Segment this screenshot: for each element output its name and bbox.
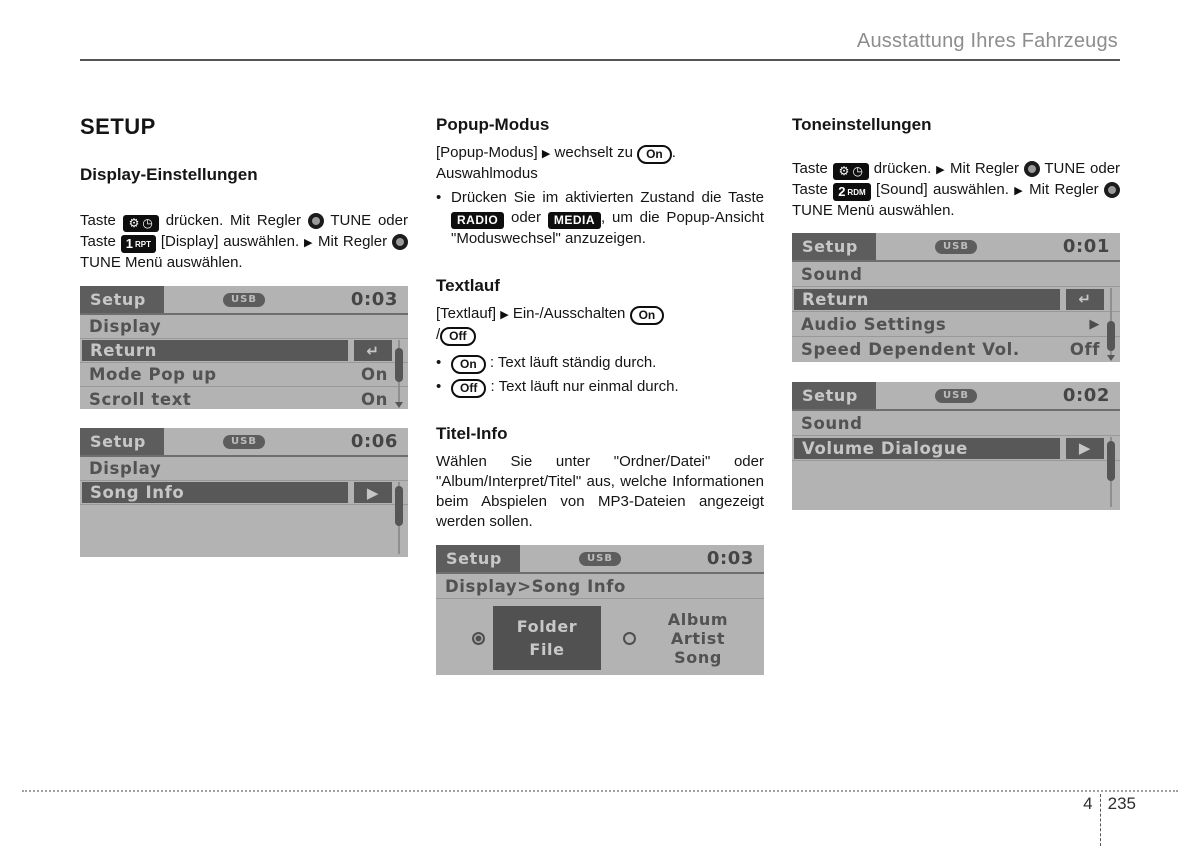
selected-row-bar bbox=[82, 340, 348, 361]
usb-badge: USB bbox=[579, 552, 621, 566]
return-icon: ↵ bbox=[1066, 289, 1104, 310]
text-segment: Taste bbox=[792, 160, 828, 177]
lcd-screen-song-info bbox=[436, 545, 764, 675]
text-segment: Auswahlmodus bbox=[436, 165, 538, 182]
right-arrow-icon: ▶ bbox=[354, 482, 392, 503]
lcd-clock: 0:01 bbox=[1062, 236, 1110, 257]
text-segment: : Text läuft ständig durch. bbox=[489, 354, 657, 371]
lcd-screen-sound-1 bbox=[792, 233, 1120, 362]
lcd-screen-sound-2 bbox=[792, 382, 1120, 510]
sound-settings-paragraph bbox=[792, 159, 1120, 221]
key-sub-label: RPT bbox=[134, 240, 151, 249]
bullet-text bbox=[451, 188, 764, 249]
lcd-clock: 0:06 bbox=[350, 431, 398, 452]
text-segment: : Text läuft nur einmal durch. bbox=[490, 378, 679, 395]
text-segment: , um die Popup-Ansicht "Moduswechsel" anzuzeigen. bbox=[451, 209, 764, 247]
lcd-screen-display-settings-2 bbox=[80, 428, 408, 557]
lcd-row-scroll-text bbox=[80, 387, 408, 411]
text-segment: Mit Regler bbox=[1029, 181, 1099, 198]
lcd-tab-setup: Setup bbox=[80, 286, 164, 313]
row-label: Sound bbox=[801, 264, 863, 284]
row-label: Display bbox=[89, 459, 162, 478]
album-artist-song-option bbox=[650, 610, 746, 667]
bullet-text bbox=[451, 353, 764, 374]
step-arrow-icon: ▶ bbox=[936, 164, 946, 176]
content-columns bbox=[80, 108, 1120, 675]
lcd-row-volume-dialogue bbox=[792, 436, 1120, 461]
titel-info-paragraph: Wählen Sie unter "Ordner/Datei" oder "Album/Interpret/Titel" aus, welche Informationen beim Abspielen von MP3-Dateien angezeigt werden sollen. bbox=[436, 453, 764, 530]
usb-badge: USB bbox=[223, 435, 265, 449]
lcd-tab-setup: Setup bbox=[436, 545, 520, 572]
step-arrow-icon: ▶ bbox=[1014, 185, 1024, 197]
row-value: Off bbox=[1069, 340, 1100, 359]
bullet-icon: • bbox=[436, 189, 442, 206]
row-value: On bbox=[361, 365, 388, 384]
chapter-number: 4 bbox=[1083, 794, 1093, 813]
row-label: Display bbox=[89, 317, 162, 336]
usb-badge: USB bbox=[935, 240, 977, 254]
text-segment: TUNE Menü auswählen. bbox=[792, 202, 955, 219]
breadcrumb-label: Display>Song Info bbox=[445, 576, 626, 596]
step-arrow-icon: ▶ bbox=[500, 309, 509, 321]
row-label: Scroll text bbox=[89, 389, 192, 409]
lcd-row-display bbox=[80, 457, 408, 481]
selected-row-bar bbox=[794, 289, 1060, 310]
column-left bbox=[80, 108, 408, 675]
lcd-row-display bbox=[80, 315, 408, 339]
right-arrow-icon: ▶ bbox=[1066, 438, 1104, 459]
key-number: 1 bbox=[125, 236, 133, 251]
page-number bbox=[1083, 794, 1136, 846]
header-rule bbox=[80, 59, 1120, 61]
lcd-row-return bbox=[80, 339, 408, 363]
option-line: File bbox=[529, 640, 565, 659]
row-label: Return bbox=[802, 289, 870, 309]
lcd-header bbox=[80, 428, 408, 457]
bullet-icon: • bbox=[436, 378, 442, 395]
lcd-clock: 0:02 bbox=[1062, 385, 1110, 406]
scroll-down-arrow-icon bbox=[395, 402, 403, 408]
text-segment: Taste bbox=[80, 212, 116, 229]
lcd-row-sound bbox=[792, 262, 1120, 287]
text-segment: [Display] auswählen. bbox=[160, 233, 300, 250]
bullet-icon: • bbox=[436, 354, 442, 371]
lcd-row-audio-settings bbox=[792, 312, 1120, 337]
step-arrow-icon: ▶ bbox=[541, 148, 551, 160]
lcd-header bbox=[436, 545, 764, 574]
text-segment: Mit Regler bbox=[318, 233, 388, 250]
text-segment: TUNE Menü auswählen. bbox=[80, 254, 243, 271]
popup-mode-paragraph bbox=[436, 143, 764, 184]
text-segment: Ein-/Ausschalten bbox=[512, 305, 626, 322]
lcd-clock: 0:03 bbox=[706, 548, 754, 569]
on-pill: On bbox=[637, 145, 672, 164]
page-number-divider bbox=[1100, 794, 1101, 846]
column-middle bbox=[436, 108, 764, 675]
gear-icon: ⚙ bbox=[838, 164, 850, 178]
popup-mode-bullet bbox=[436, 188, 764, 249]
textlauf-paragraph bbox=[436, 304, 764, 346]
tune-knob-icon bbox=[1024, 161, 1040, 177]
setup-title: SETUP bbox=[80, 114, 156, 139]
option-line: Album bbox=[667, 609, 729, 629]
on-pill: On bbox=[630, 306, 665, 325]
text-segment: Mit Regler bbox=[950, 160, 1020, 177]
lcd-tab-setup: Setup bbox=[80, 428, 164, 455]
tune-knob-icon bbox=[1104, 182, 1120, 198]
song-info-options bbox=[436, 599, 764, 677]
row-label: Audio Settings bbox=[801, 314, 947, 334]
radio-selected-icon bbox=[472, 632, 485, 645]
lcd-header bbox=[80, 286, 408, 315]
text-segment: wechselt zu bbox=[554, 144, 633, 161]
scroll-down-arrow-icon bbox=[1107, 355, 1115, 361]
lcd-row-speed-dependent-vol bbox=[792, 337, 1120, 362]
page-number-value: 235 bbox=[1107, 794, 1136, 813]
text-segment: [Textlauf] bbox=[436, 305, 497, 322]
text-segment: drücken. Mit Regler bbox=[165, 212, 302, 229]
gear-icon: ⚙ bbox=[128, 216, 140, 230]
lcd-clock: 0:03 bbox=[350, 289, 398, 310]
clock-icon: ◷ bbox=[852, 164, 863, 178]
off-pill: Off bbox=[440, 327, 475, 346]
key-2rdm-icon bbox=[833, 183, 870, 201]
usb-badge: USB bbox=[935, 389, 977, 403]
option-line: Folder bbox=[516, 617, 578, 636]
lcd-row-song-info bbox=[80, 481, 408, 505]
radio-key-icon: RADIO bbox=[451, 212, 504, 229]
return-icon: ↵ bbox=[354, 340, 392, 361]
row-label: Sound bbox=[801, 413, 863, 433]
usb-badge: USB bbox=[223, 293, 265, 307]
titel-info-heading: Titel-Info bbox=[436, 424, 508, 443]
bullet-text bbox=[451, 377, 764, 398]
text-segment: / bbox=[436, 326, 441, 343]
lcd-header bbox=[792, 233, 1120, 262]
row-label: Song Info bbox=[90, 483, 185, 502]
row-label: Speed Dependent Vol. bbox=[801, 340, 1020, 359]
lcd-header bbox=[792, 382, 1120, 411]
display-settings-paragraph bbox=[80, 211, 408, 273]
page-header: Ausstattung Ihres Fahrzeugs bbox=[856, 30, 1118, 52]
text-segment: Drücken Sie im aktivierten Zustand die Taste bbox=[451, 189, 764, 206]
popup-mode-heading: Popup-Modus bbox=[436, 115, 550, 134]
text-segment: [Popup-Modus] bbox=[436, 144, 538, 161]
on-pill: On bbox=[451, 355, 486, 374]
text-segment: . bbox=[671, 144, 676, 161]
tune-knob-icon bbox=[392, 234, 408, 250]
column-right bbox=[792, 108, 1120, 675]
sound-settings-heading: Toneinstellungen bbox=[792, 115, 932, 134]
footer-dotted-rule bbox=[22, 790, 1178, 792]
text-segment: oder bbox=[510, 209, 542, 226]
textlauf-heading: Textlauf bbox=[436, 276, 500, 295]
setup-key-icon bbox=[123, 215, 159, 232]
option-line: Song bbox=[674, 647, 722, 667]
off-pill: Off bbox=[451, 379, 486, 398]
textlauf-bullet-off bbox=[436, 377, 764, 398]
scrollbar bbox=[1107, 437, 1116, 507]
text-segment: drücken. bbox=[873, 160, 932, 177]
right-arrow-icon: ▶ bbox=[1089, 316, 1100, 332]
lcd-row-sound bbox=[792, 411, 1120, 436]
radio-unselected-icon bbox=[623, 632, 636, 645]
tune-knob-icon bbox=[308, 213, 324, 229]
selected-row-bar bbox=[82, 482, 348, 503]
row-label: Return bbox=[90, 341, 158, 360]
display-settings-heading: Display-Einstellungen bbox=[80, 165, 258, 184]
text-segment: TUNE oder Taste bbox=[80, 212, 408, 250]
lcd-row-mode-popup bbox=[80, 363, 408, 387]
key-1rpt-icon bbox=[121, 235, 156, 253]
selected-row-bar bbox=[794, 438, 1060, 459]
row-label: Volume Dialogue bbox=[802, 438, 968, 458]
lcd-tab-setup: Setup bbox=[792, 382, 876, 409]
setup-key-icon bbox=[833, 163, 869, 180]
row-value: On bbox=[361, 389, 388, 409]
lcd-screen-display-settings-1 bbox=[80, 286, 408, 409]
lcd-row-return bbox=[792, 287, 1120, 312]
media-key-icon: MEDIA bbox=[548, 212, 601, 229]
option-line: Artist bbox=[670, 628, 726, 648]
textlauf-bullet-on bbox=[436, 353, 764, 374]
lcd-breadcrumb bbox=[436, 574, 764, 599]
scrollbar bbox=[395, 340, 404, 406]
key-number: 2 bbox=[838, 184, 846, 199]
folder-file-option-box bbox=[493, 606, 601, 670]
text-segment: TUNE oder Taste bbox=[792, 160, 1121, 198]
text-segment: [Sound] auswählen. bbox=[875, 181, 1009, 198]
lcd-tab-setup: Setup bbox=[792, 233, 876, 260]
clock-icon: ◷ bbox=[142, 216, 153, 230]
scrollbar bbox=[1107, 288, 1116, 359]
scrollbar bbox=[395, 482, 404, 554]
key-sub-label: RDM bbox=[847, 188, 866, 197]
row-label: Mode Pop up bbox=[89, 365, 217, 384]
step-arrow-icon: ▶ bbox=[304, 237, 314, 249]
